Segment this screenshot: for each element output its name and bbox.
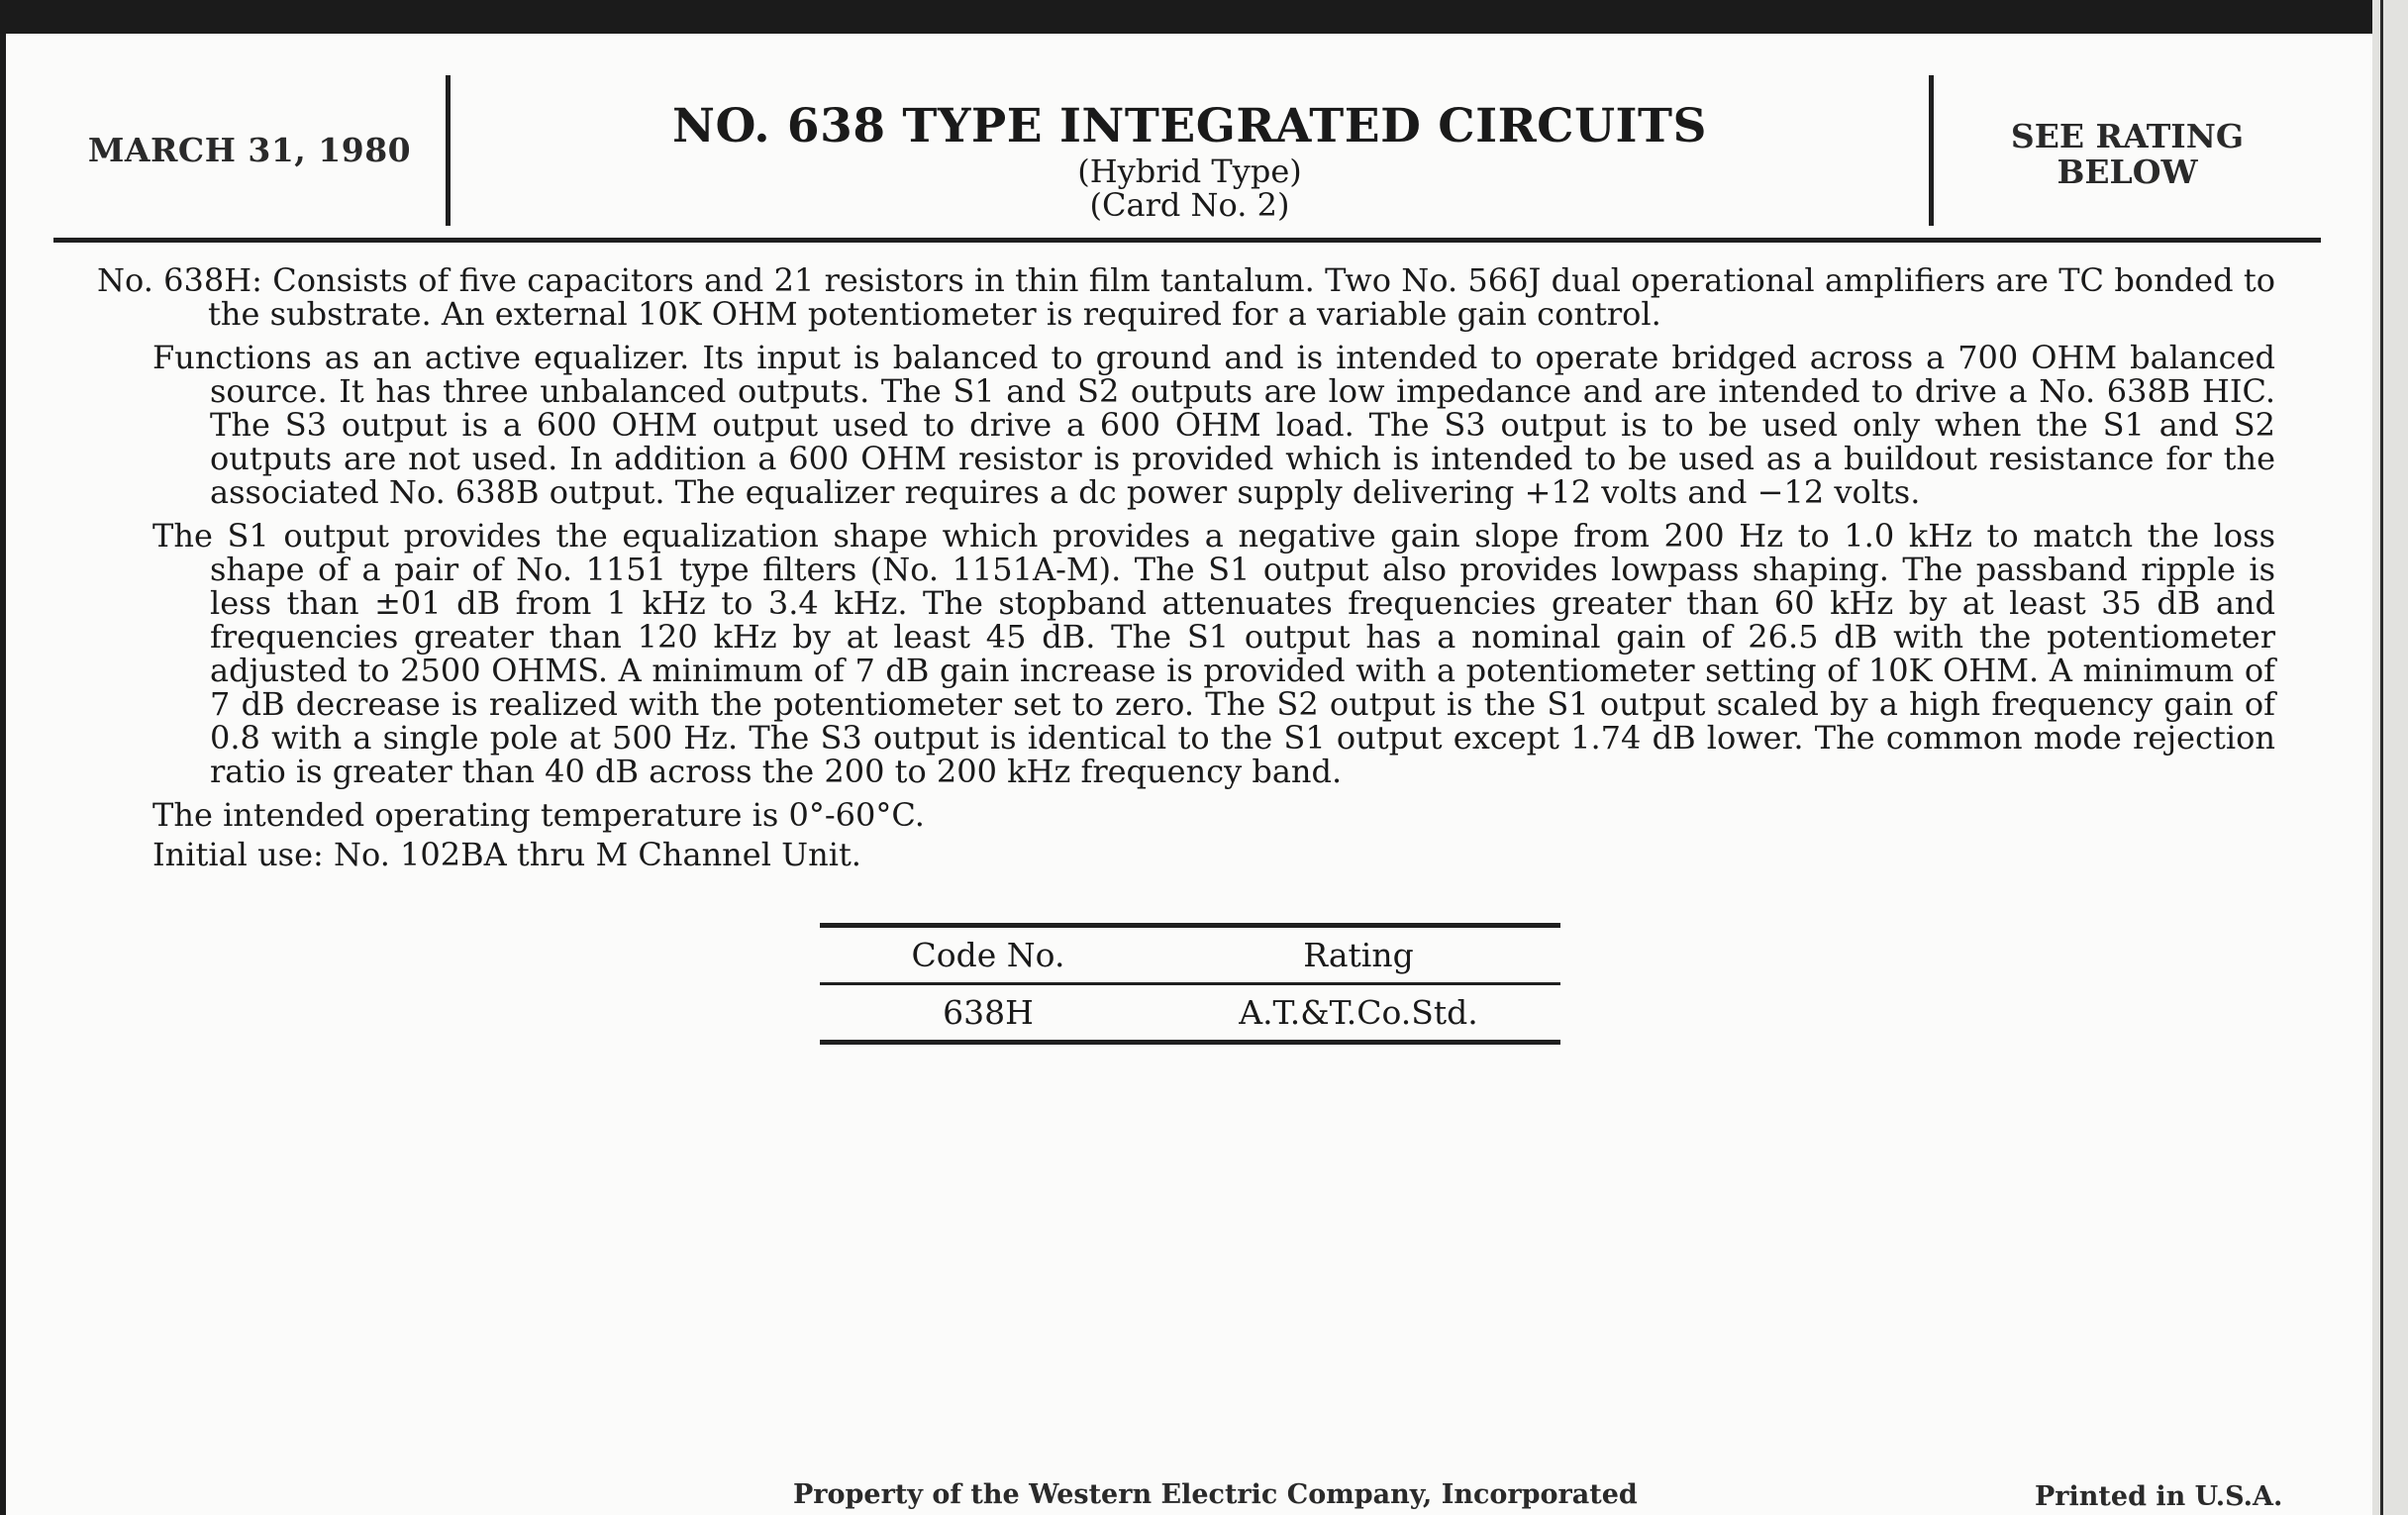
subtitle-card: (Card No. 2)	[1089, 186, 1290, 224]
footer-property: Property of the Western Electric Company, Incorporated	[793, 1479, 1638, 1510]
paragraph-composition: No. 638H: Consists of five capacitors and 21 resistors in thin film tantalum. Two No. 566J dual operational amplifiers are TC bonded to the substrate. An external 10K OHM potentiometer is required for a variable gain control.	[97, 261, 2275, 333]
cell-rating: A.T.&T.Co.Std.	[1239, 993, 1478, 1032]
rating-note-line2: BELOW	[2057, 152, 2198, 191]
cell-code: 638H	[943, 993, 1034, 1032]
scan-top-border	[0, 0, 2408, 34]
title-block	[451, 99, 1929, 222]
scan-edge-line	[2380, 0, 2383, 1515]
header-rule	[53, 238, 2321, 243]
table-row	[820, 985, 1560, 1040]
rating-note	[1934, 119, 2321, 190]
document-card	[6, 34, 2372, 1515]
issue-date: MARCH 31, 1980	[87, 131, 412, 169]
paragraph-outputs: The S1 output provides the equalization shape which provides a negative gain slope from 200 Hz to 1.0 kHz to match the loss shape of a pair of No. 1151 type filters (No. 1151A-M). The S1 output also provides lowpass shaping. The passband ripple is less than ±01 dB from 1 kHz to 3.4 kHz. The stopband attenuates frequencies greater than 60 kHz by at least 35 dB and frequencies greater than 120 kHz by at least 45 dB. The S1 output has a nominal gain of 26.5 dB with the potentiometer adjusted to 2500 OHMS. A minimum of 7 dB gain increase is provided with a potentiometer setting of 10K OHM. A minimum of 7 dB decrease is realized with the potentiometer set to zero. The S2 output is the S1 output scaled by a high frequency gain of 0.8 with a single pole at 500 Hz. The S3 output is identical to the S1 output except 1.74 dB lower. The common mode rejection ratio is greater than 40 dB across the 200 to 200 kHz frequency band.	[152, 517, 2275, 790]
paragraph-initial-use: Initial use: No. 102BA thru M Channel Unit.	[152, 836, 861, 873]
column-header-code: Code No.	[911, 936, 1065, 974]
footer-printed: Printed in U.S.A.	[2035, 1481, 2283, 1512]
paragraph-function: Functions as an active equalizer. Its input is balanced to ground and is intended to operate bridged across a 700 OHM balanced source. It has three unbalanced outputs. The S1 and S2 outputs are low impedance and are intended to drive a No. 638B HIC. The S3 output is a 600 OHM output used to drive a 600 OHM load. The S3 output is to be used only when the S1 and S2 outputs are not used. In addition a 600 OHM resistor is provided which is intended to be used as a buildout resistance for the associated No. 638B output. The equalizer requires a dc power supply delivering +12 volts and −12 volts.	[152, 339, 2275, 511]
description-body	[97, 263, 2275, 877]
scan-right-edge	[2372, 0, 2408, 1515]
column-header-rating: Rating	[1303, 936, 1414, 974]
table-header-row	[820, 928, 1560, 982]
subtitle-type: (Hybrid Type)	[1077, 152, 1302, 190]
rating-note-line1: SEE RATING	[2010, 117, 2245, 155]
table-rule-bottom	[820, 1040, 1560, 1045]
page-title: NO. 638 TYPE INTEGRATED CIRCUITS	[672, 99, 1707, 153]
paragraph-temperature: The intended operating temperature is 0°-60°C.	[152, 796, 925, 834]
rating-table	[820, 923, 1560, 1045]
card-header	[53, 53, 2321, 248]
